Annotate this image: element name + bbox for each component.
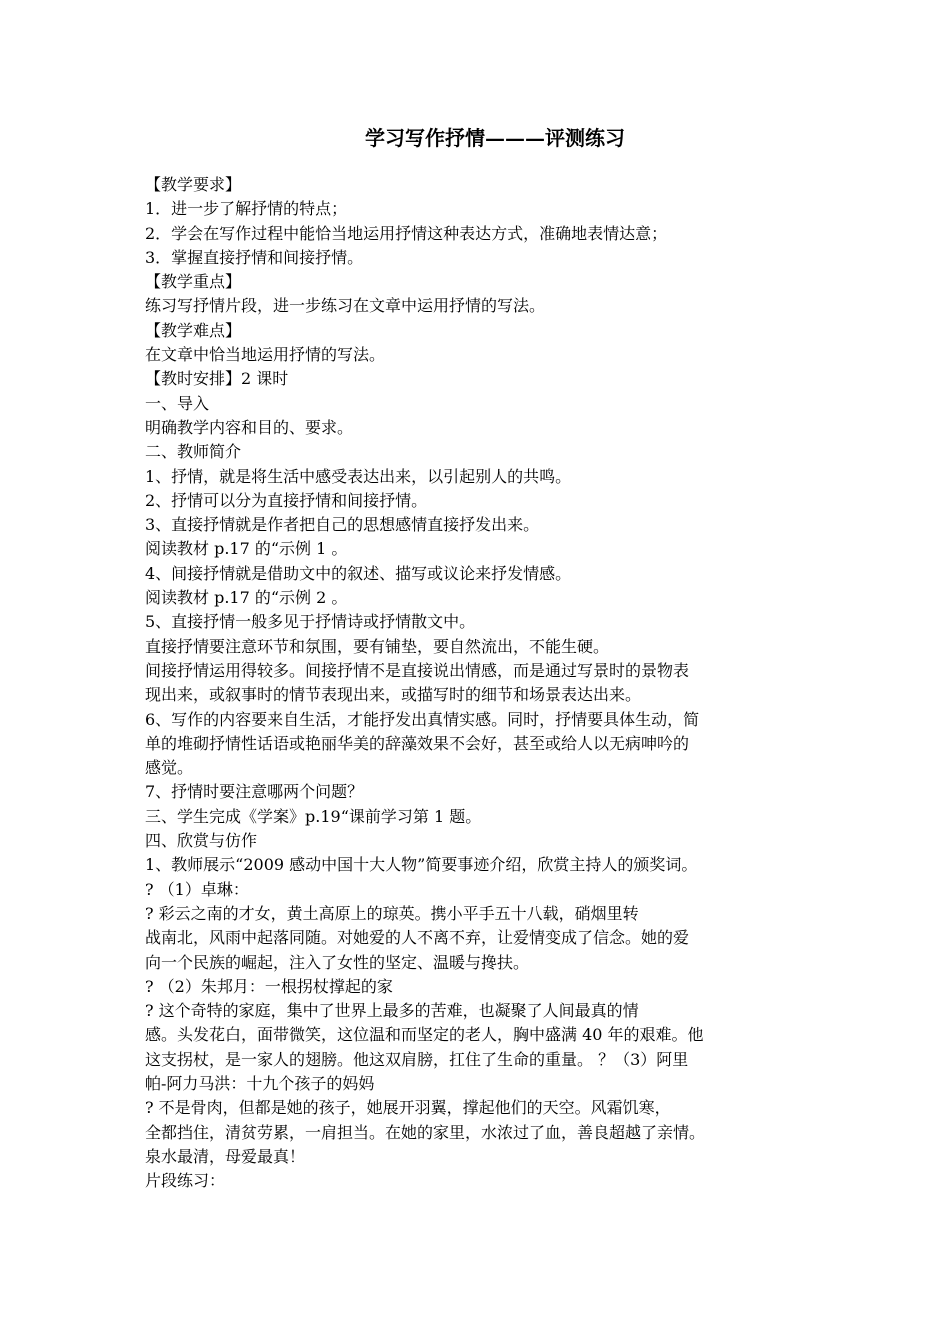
body-line: 明确教学内容和目的、要求。	[145, 417, 354, 437]
body-line: 现出来，或叙事时的情节表现出来，或描写时的细节和场景表达出来。	[145, 685, 642, 705]
body-line: 6、写作的内容要来自生活，才能抒发出真情实感。同时，抒情要具体生动，简	[145, 709, 700, 729]
body-line: 练习写抒情片段，进一步练习在文章中运用抒情的写法。	[145, 296, 546, 316]
body-line: 全都挡住，清贫劳累，一肩担当。在她的家里，水浓过了血，善良超越了亲情。	[145, 1122, 706, 1142]
body-line: 感觉。	[145, 758, 194, 778]
document-title: 学习写作抒情———评测练习	[365, 126, 625, 150]
body-line: 3、直接抒情就是作者把自己的思想感情直接抒发出来。	[145, 515, 540, 535]
body-line: 单的堆砌抒情性话语或艳丽华美的辞藻效果不会好，甚至或给人以无病呻吟的	[145, 733, 690, 753]
body-line: 直接抒情要注意环节和氛围，要有铺垫，要自然流出，不能生硬。	[145, 636, 610, 656]
body-line: 1．进一步了解抒情的特点；	[145, 199, 348, 219]
body-line: 阅读教材 p.17 的“示例 1 。	[145, 539, 348, 559]
body-line: 四、欣赏与仿作	[145, 831, 258, 851]
body-line: ? （1）卓琳：	[145, 879, 249, 899]
body-line: 【教学难点】	[145, 320, 242, 340]
body-line: ? 彩云之南的才女，黄土高原上的琼英。携小平手五十八载，硝烟里转	[145, 903, 639, 923]
body-line: ? （2）朱邦月：一根拐杖撑起的家	[145, 976, 393, 996]
body-line: 这支拐杖，是一家人的翅膀。他这双肩膀，扛住了生命的重量。 ？（3）阿里	[145, 1049, 689, 1069]
body-line: 3．掌握直接抒情和间接抒情。	[145, 247, 364, 267]
body-line: 感。头发花白，面带微笑，这位温和而坚定的老人，胸中盛满 40 年的艰难。他	[145, 1025, 704, 1045]
body-line: 5、直接抒情一般多见于抒情诗或抒情散文中。	[145, 612, 476, 632]
body-line: 1、教师展示“2009 感动中国十大人物”简要事迹介绍，欣赏主持人的颁奖词。	[145, 855, 698, 875]
body-line: ? 这个奇特的家庭，集中了世界上最多的苦难，也凝聚了人间最真的情	[145, 1001, 639, 1021]
body-line: 一、导入	[145, 393, 210, 413]
body-line: 【教学重点】	[145, 272, 242, 292]
document-body	[145, 173, 825, 1193]
body-line: 7、抒情时要注意哪两个问题？	[145, 782, 364, 802]
body-line: 【教学要求】	[145, 175, 242, 194]
body-line: 1、抒情，就是将生活中感受表达出来，以引起别人的共鸣。	[145, 466, 572, 486]
body-line: 向一个民族的崛起，注入了女性的坚定、温暖与搀扶。	[145, 952, 530, 972]
body-line: 片段练习：	[145, 1171, 226, 1191]
body-line: 间接抒情运用得较多。间接抒情不是直接说出情感，而是通过写景时的景物表	[145, 660, 690, 680]
body-line: 帕-阿力马洪：十九个孩子的妈妈	[145, 1073, 375, 1093]
body-line: ? 不是骨肉，但都是她的孩子，她展开羽翼，撑起他们的天空。风霜饥寒，	[145, 1098, 671, 1118]
body-line: 阅读教材 p.17 的“示例 2 。	[145, 588, 348, 608]
body-line: 泉水最清，母爱最真！	[145, 1146, 306, 1166]
body-line: 2．学会在写作过程中能恰当地运用抒情这种表达方式，准确地表情达意；	[145, 223, 668, 243]
body-line: 二、教师简介	[145, 442, 242, 462]
body-line: 在文章中恰当地运用抒情的写法。	[145, 345, 386, 365]
body-line: 战南北，风雨中起落同随。对她爱的人不离不弃，让爱情变成了信念。她的爱	[145, 928, 690, 948]
body-line: 【教时安排】2 课时	[145, 369, 289, 389]
body-line: 4、间接抒情就是借助文中的叙述、描写或议论来抒发情感。	[145, 563, 572, 583]
body-line: 2、抒情可以分为直接抒情和间接抒情。	[145, 490, 428, 510]
body-line: 三、学生完成《学案》p.19“课前学习第 1 题。	[145, 806, 482, 826]
